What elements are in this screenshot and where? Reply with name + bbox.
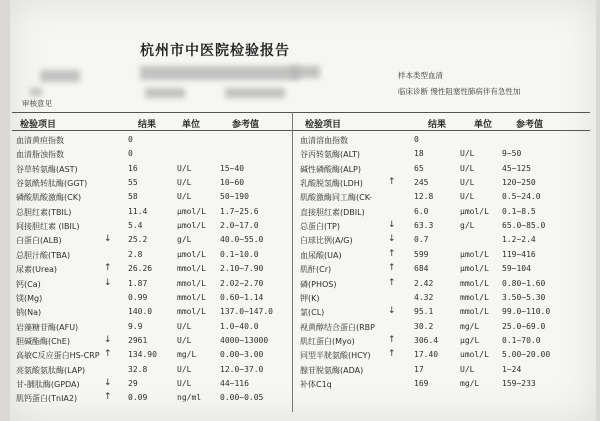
test-result: 95.1: [414, 307, 434, 317]
test-unit: mmol/L: [177, 292, 206, 302]
right-header-ref: 参考值: [516, 120, 544, 130]
test-reference: 10~60: [220, 178, 245, 188]
test-result: 140.0: [128, 307, 153, 317]
redacted-misc: [30, 88, 42, 96]
test-unit: U/L: [177, 192, 192, 202]
abnormal-flag: ↓: [104, 377, 112, 388]
test-result: 9.9: [128, 321, 143, 331]
right-header-item: 检验项目: [305, 120, 342, 130]
test-name: 白蛋白(ALB): [16, 236, 62, 246]
test-name: 血尿酸(UA): [300, 250, 342, 260]
test-reference: 1.2~2.4: [502, 235, 536, 245]
test-result: 18: [414, 149, 424, 159]
test-reference: 45~125: [502, 163, 531, 173]
test-result: 11.4: [128, 206, 148, 216]
test-reference: 3.50~5.30: [502, 292, 546, 302]
abnormal-flag: ↓: [104, 277, 112, 288]
test-unit: U/L: [460, 178, 475, 188]
abnormal-flag: ↑: [388, 248, 396, 259]
header-rule: [12, 130, 590, 131]
test-unit: U/L: [177, 378, 192, 388]
abnormal-flag: ↓: [104, 234, 112, 245]
test-name: 同型半胱氨酸(HCY): [300, 351, 371, 361]
abnormal-flag: ↓: [388, 220, 396, 231]
test-reference: 137.0~147.0: [220, 307, 273, 317]
test-result: 30.2: [414, 321, 434, 331]
test-unit: U/L: [177, 321, 192, 331]
test-result: 58: [128, 192, 138, 202]
left-header-item: 检验项目: [20, 120, 57, 130]
test-name: 乳酸脱氢酶(LDH): [300, 179, 363, 189]
test-name: 总胆汁酸(TBA): [16, 250, 71, 260]
test-result: 0: [128, 149, 133, 159]
test-name: 腺苷脱氨酶(ADA): [300, 365, 364, 375]
test-result: 1.87: [128, 278, 148, 288]
test-result: 65: [414, 163, 424, 173]
test-reference: 0.00~0.05: [220, 393, 264, 403]
test-reference: 65.0~85.0: [502, 221, 546, 231]
test-name: 血清黄疸指数: [16, 136, 64, 145]
test-result: 26.26: [128, 264, 153, 274]
test-name: 谷丙转氨酶(ALT): [300, 150, 360, 160]
test-name: 镁(Mg): [16, 293, 43, 303]
test-reference: 2.0~17.0: [220, 221, 259, 231]
test-name: 谷草转氨酶(AST): [16, 164, 78, 174]
abnormal-flag: ↑: [104, 349, 112, 360]
left-header-unit: 单位: [182, 120, 201, 130]
test-unit: mmol/L: [460, 292, 489, 302]
report-title: 杭州市中医院检验报告: [140, 43, 290, 59]
test-reference: 159~233: [502, 378, 536, 388]
test-reference: 0.1~8.5: [502, 206, 536, 216]
test-unit: g/L: [460, 221, 475, 231]
test-reference: 0.1~70.0: [502, 335, 541, 345]
test-result: 16: [128, 163, 138, 173]
clinical-diagnosis: 临床诊断 慢性阻塞性肺病伴有急性加: [398, 87, 521, 96]
test-reference: 5.00~20.00: [502, 350, 551, 360]
top-rule: [12, 112, 590, 113]
test-name: 岩藻糖苷酶(AFU): [16, 322, 79, 332]
test-unit: U/L: [177, 163, 192, 173]
test-reference: 4000~13000: [220, 335, 269, 345]
test-result: 17: [414, 364, 424, 374]
test-reference: 1~24: [502, 364, 522, 374]
test-reference: 44~116: [220, 378, 249, 388]
test-reference: 0.00~3.00: [220, 350, 264, 360]
test-name: 磷酸肌酸激酶(CK): [16, 193, 82, 203]
test-name: 白球比例(A/G): [300, 236, 353, 246]
test-name: 碱性磷酸酶(ALP): [300, 164, 361, 174]
reviewer-label: 审核意见: [22, 99, 52, 108]
test-unit: μmol/L: [177, 249, 206, 259]
test-reference: 9~50: [502, 149, 522, 159]
test-reference: 120~250: [502, 178, 536, 188]
test-reference: 0.80~1.60: [502, 278, 546, 288]
left-header-result: 结果: [138, 120, 157, 130]
test-reference: 15~40: [220, 163, 245, 173]
right-header-unit: 单位: [474, 120, 493, 130]
redacted-id: [140, 66, 300, 80]
test-result: 0: [414, 135, 419, 144]
test-unit: U/L: [460, 192, 475, 202]
test-result: 0.09: [128, 393, 148, 403]
test-name: 视黄醇结合蛋白(RBP: [300, 322, 375, 332]
test-reference: 2.10~7.90: [220, 264, 264, 274]
test-result: 6.0: [414, 206, 429, 216]
test-name: 钙(Ca): [16, 279, 41, 289]
abnormal-flag: ↓: [388, 234, 396, 245]
test-unit: mg/L: [177, 350, 197, 360]
test-result: 5.4: [128, 221, 143, 231]
abnormal-flag: ↓: [388, 306, 396, 317]
test-reference: 0.60~1.14: [220, 292, 264, 302]
right-header-result: 结果: [428, 120, 447, 130]
test-result: 0.7: [414, 235, 429, 245]
test-result: 4.32: [414, 292, 434, 302]
test-result: 306.4: [414, 335, 439, 345]
test-name: 肌红蛋白(Myo): [300, 336, 355, 346]
test-unit: mmol/L: [177, 278, 206, 288]
test-unit: U/L: [177, 178, 192, 188]
test-name: 胆碱酯酶(ChE): [16, 336, 70, 346]
test-name: 直接胆红素(DBIL): [300, 207, 365, 217]
redacted-dept: [145, 88, 185, 98]
column-divider: [292, 112, 293, 412]
test-result: 684: [414, 264, 429, 274]
test-result: 29: [128, 378, 138, 388]
test-name: 肌钙蛋白(TnIA2): [16, 394, 78, 404]
left-header-ref: 参考值: [232, 120, 260, 130]
test-unit: U/L: [177, 335, 192, 345]
test-name: 钠(Na): [16, 308, 42, 318]
test-name: 高敏C反应蛋白HS-CRP: [16, 351, 100, 361]
test-unit: mmol/L: [177, 307, 206, 317]
abnormal-flag: ↑: [388, 334, 396, 345]
test-name: 肌酸激酶同工酶(CK-: [300, 193, 372, 203]
test-name: 尿素(Urea): [16, 265, 58, 275]
test-result: 245: [414, 178, 429, 188]
test-name: 血清脂浊指数: [16, 150, 64, 160]
test-result: 2.42: [414, 278, 434, 288]
test-reference: 40.0~55.0: [220, 235, 264, 245]
test-unit: μmol/L: [460, 264, 489, 274]
test-name: 磷(PHOS): [300, 279, 337, 289]
test-unit: mg/L: [460, 378, 480, 388]
test-result: 2961: [128, 335, 148, 345]
test-unit: ng/ml: [177, 393, 202, 403]
test-result: 55: [128, 178, 138, 188]
test-name: 总蛋白(TP): [300, 222, 340, 232]
test-result: 17.40: [414, 350, 439, 360]
test-result: 0.99: [128, 292, 148, 302]
test-unit: umol/L: [460, 350, 489, 360]
test-reference: 0.5~24.0: [502, 192, 541, 202]
test-unit: mg/L: [460, 321, 480, 331]
test-name: 亮氨酸氨肽酶(LAP): [16, 365, 86, 375]
test-name: 肌酐(Cr): [300, 265, 332, 275]
test-reference: 0.1~10.0: [220, 249, 259, 259]
test-result: 0: [128, 135, 133, 144]
test-result: 25.2: [128, 235, 148, 245]
test-result: 169: [414, 378, 429, 388]
test-reference: 50~190: [220, 192, 249, 202]
test-result: 32.8: [128, 364, 148, 374]
sample-type: 样本类型血清: [398, 71, 443, 80]
redacted-date: [225, 88, 285, 98]
abnormal-flag: ↑: [104, 392, 112, 403]
test-name: 补体C1q: [300, 379, 332, 389]
test-unit: U/L: [460, 163, 475, 173]
test-reference: 119~416: [502, 249, 536, 259]
test-unit: mmol/L: [460, 278, 489, 288]
test-name: 氯(CL): [300, 308, 325, 318]
redacted-name: [40, 70, 80, 82]
abnormal-flag: ↑: [388, 349, 396, 360]
abnormal-flag: ↓: [104, 334, 112, 345]
test-unit: U/L: [460, 364, 475, 374]
test-reference: 12.0~37.0: [220, 364, 264, 374]
test-reference: 1.7~25.6: [220, 206, 259, 216]
test-unit: μmol/L: [460, 206, 489, 216]
test-unit: μmol/L: [177, 206, 206, 216]
test-reference: 99.0~110.0: [502, 307, 551, 317]
test-unit: μg/L: [460, 335, 480, 345]
test-unit: g/L: [177, 235, 192, 245]
test-result: 12.8: [414, 192, 434, 202]
test-result: 134.90: [128, 350, 157, 360]
abnormal-flag: ↑: [388, 277, 396, 288]
test-reference: 1.0~40.0: [220, 321, 259, 331]
test-name: 总胆红素(TBIL): [16, 207, 72, 217]
test-name: 甘-脯肽酶(GPDA): [16, 379, 80, 389]
test-name: 血清溶血指数: [300, 136, 348, 145]
test-unit: mmol/L: [177, 264, 206, 274]
redacted-info: [290, 66, 320, 78]
test-unit: mmol/L: [460, 307, 489, 317]
test-result: 2.8: [128, 249, 143, 259]
test-reference: 59~104: [502, 264, 531, 274]
abnormal-flag: ↑: [388, 263, 396, 274]
test-unit: μmol/L: [177, 221, 206, 231]
test-name: 谷氨酰转肽酶(GGT): [16, 179, 88, 189]
test-name: 间接胆红素 (IBIL): [16, 222, 80, 232]
test-reference: 25.0~69.0: [502, 321, 546, 331]
test-result: 599: [414, 249, 429, 259]
abnormal-flag: ↑: [388, 177, 396, 188]
test-unit: U/L: [460, 149, 475, 159]
abnormal-flag: ↑: [104, 263, 112, 274]
test-reference: 2.02~2.70: [220, 278, 264, 288]
test-unit: μmol/L: [460, 249, 489, 259]
test-name: 钾(K): [300, 293, 320, 303]
test-unit: U/L: [177, 364, 192, 374]
test-result: 63.3: [414, 221, 434, 231]
